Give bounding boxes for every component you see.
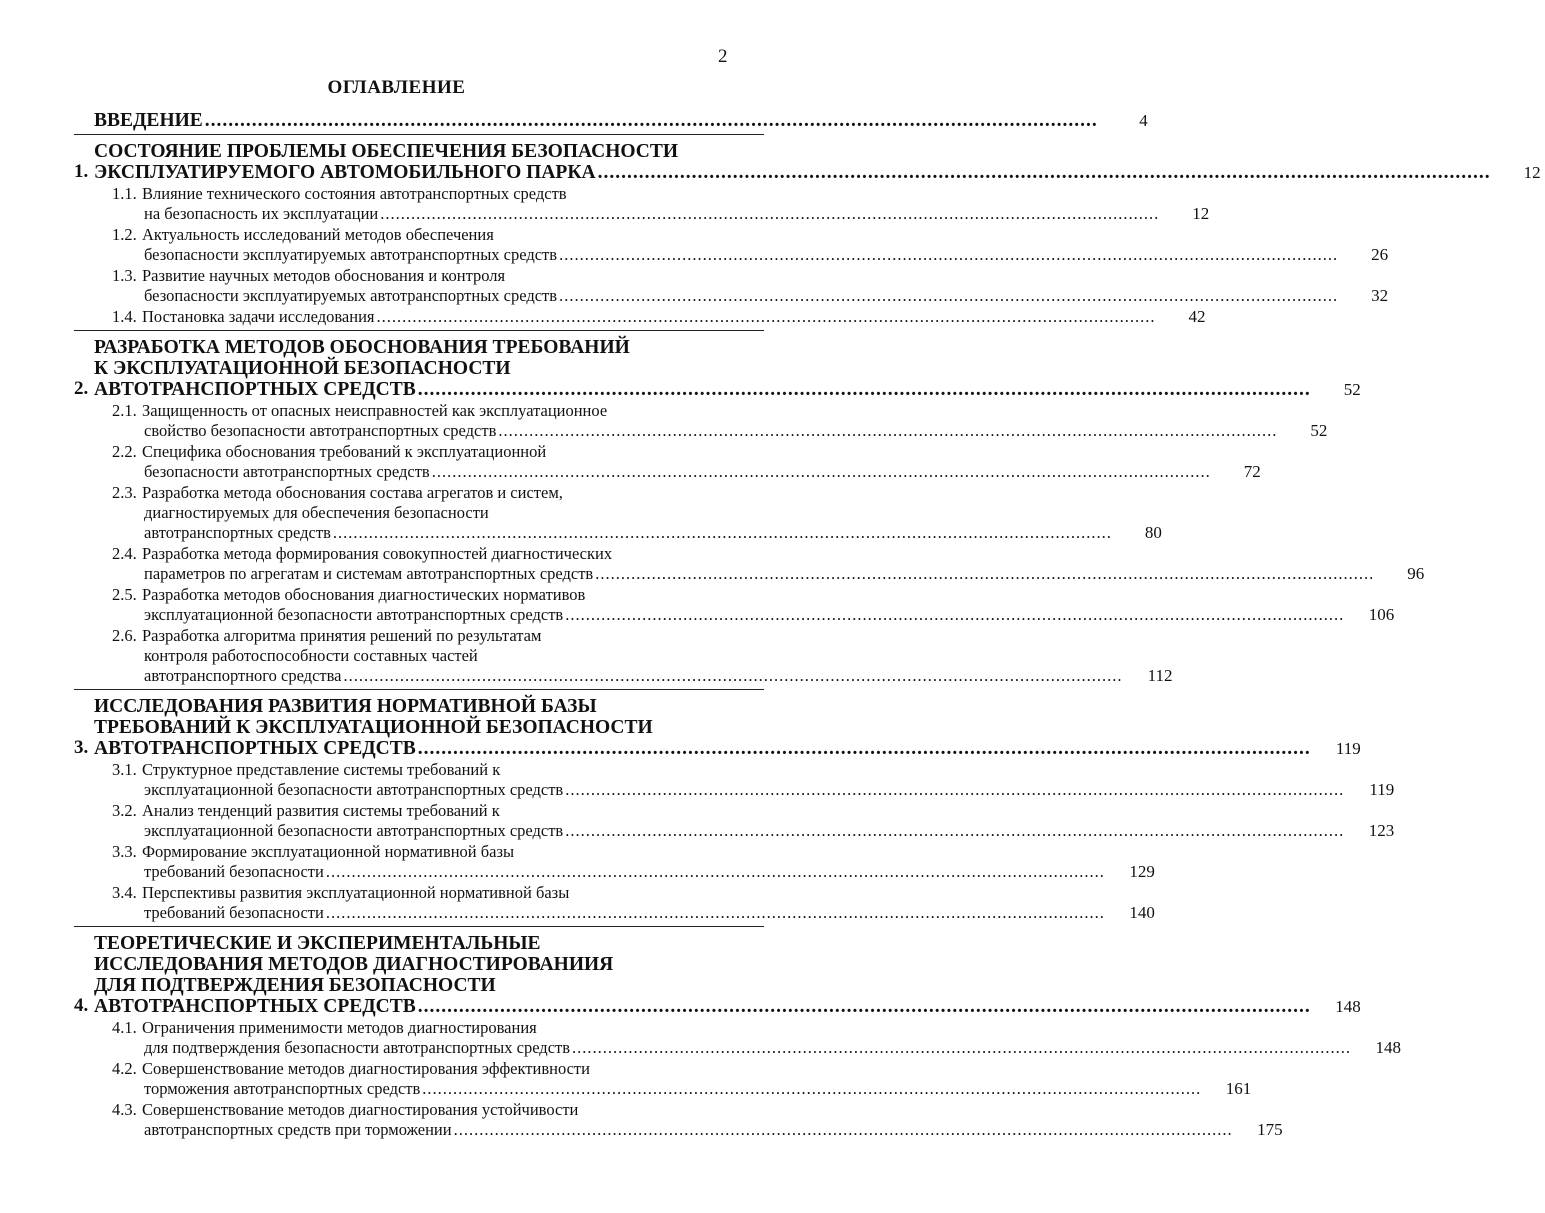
toc-chapter-title (94, 337, 1311, 400)
toc-section-title-line: 2.6.Разработка алгоритма принятия решений по результатам (112, 626, 542, 645)
toc-section-title-line: контроля работоспособности составных частей (144, 646, 478, 665)
separator-line (74, 689, 764, 690)
toc-chapter-title-line: АВТОТРАНСПОРТНЫХ СРЕДСТВ ..... (94, 996, 1311, 1017)
toc-section-page: 119 (1369, 780, 1395, 799)
toc-section-title-line: 4.2.Совершенствование методов диагностирования эффективности (112, 1059, 590, 1078)
toc-section-number: 3.1. (112, 760, 137, 779)
leader-dots (572, 1038, 1351, 1058)
toc-section[interactable] (92, 483, 1162, 543)
toc-section-title (112, 1059, 1201, 1099)
toc-section-page: 140 (1129, 903, 1155, 922)
leader-dots (326, 862, 1105, 882)
toc-section-number: 1.3. (112, 266, 137, 285)
leader-dots (565, 605, 1344, 625)
toc-section-title-line: 3.3.Формирование эксплуатационной нормативной базы (112, 842, 515, 861)
toc-section-page: 80 (1144, 523, 1162, 542)
toc-section-number: 2.2. (112, 442, 137, 461)
toc-section-title-line: эксплуатационной безопасности автотранспортных средств ..... (112, 605, 1344, 625)
leader-dots (598, 162, 1491, 183)
section-list (92, 401, 1425, 686)
toc-intro-title (94, 110, 1098, 131)
toc-section-title-line: 2.1.Защищенность от опасных неисправностей как эксплуатационное (112, 401, 608, 420)
toc-section-title (112, 401, 1277, 441)
toc-section-page: 52 (1310, 421, 1328, 440)
leader-dots (418, 738, 1311, 759)
toc-section[interactable] (92, 1018, 1402, 1058)
toc-intro[interactable] (74, 110, 1148, 131)
toc-section-title-line: 2.5.Разработка методов обоснования диагностических нормативов (112, 585, 586, 604)
section-list (92, 1018, 1402, 1140)
toc-section[interactable] (92, 184, 1210, 224)
toc-section-title (112, 842, 1105, 882)
toc-section-title-line: 1.3.Развитие научных методов обоснования и контроля (112, 266, 506, 285)
toc-section-page: 175 (1257, 1120, 1283, 1139)
toc-section-number: 4.2. (112, 1059, 137, 1078)
toc-section-title-line: 4.1.Ограничения применимости методов диагностирования (112, 1018, 537, 1037)
toc-section-title (112, 585, 1344, 625)
toc-section-title-line: требований безопасности ..... (112, 903, 1105, 923)
toc-section-number: 2.4. (112, 544, 137, 563)
toc-section-title-line: 4.3.Совершенствование методов диагностирования устойчивости (112, 1100, 579, 1119)
toc-section-page: 96 (1407, 564, 1425, 583)
toc-section-title (112, 184, 1159, 224)
toc-section-page: 42 (1188, 307, 1206, 326)
toc-section-title (112, 1018, 1351, 1058)
toc-section-title-line: 1.4.Постановка задачи исследования ..... (112, 307, 1155, 327)
toc-section-page: 72 (1243, 462, 1261, 481)
toc-section-page: 106 (1368, 605, 1395, 624)
toc-chapter-title-line: ДЛЯ ПОДТВЕРЖДЕНИЯ БЕЗОПАСНОСТИ (94, 975, 496, 996)
toc-section-title (112, 442, 1211, 482)
toc-section-title-line: торможения автотранспортных средств ..... (112, 1079, 1201, 1099)
toc-section-title-line: эксплуатационной безопасности автотранспортных средств ..... (112, 780, 1344, 800)
leader-dots (326, 903, 1105, 923)
toc-section-title-line: эксплуатационной безопасности автотранспортных средств ..... (112, 821, 1344, 841)
toc-section-page: 32 (1371, 286, 1389, 305)
toc-chapter-title-line: К ЭКСПЛУАТАЦИОННОЙ БЕЗОПАСНОСТИ (94, 358, 511, 379)
toc-chapter-title (94, 141, 1491, 183)
toc-section-number: 3.2. (112, 801, 137, 820)
toc-section-page: 26 (1371, 245, 1389, 264)
toc-section[interactable] (92, 842, 1155, 882)
leader-dots (595, 564, 1374, 584)
leader-dots (498, 421, 1277, 441)
toc-section-title-line: автотранспортных средств ..... (112, 523, 1112, 543)
toc-section-number: 2.5. (112, 585, 137, 604)
leader-dots (559, 286, 1338, 306)
toc-section-title-line: безопасности эксплуатируемых автотранспортных средств ..... (112, 286, 1338, 306)
toc-section[interactable] (92, 883, 1155, 923)
section-list (92, 184, 1389, 327)
toc-chapter-page: 148 (1335, 997, 1361, 1016)
toc-section-title-line: 2.4.Разработка метода формирования совокупностей диагностических (112, 544, 613, 563)
toc-section-title (112, 266, 1338, 306)
toc-section[interactable] (92, 626, 1173, 686)
toc-section-page: 123 (1368, 821, 1395, 840)
toc-chapter-title-line: АВТОТРАНСПОРТНЫХ СРЕДСТВ ..... (94, 738, 1311, 759)
toc-section-title-line: параметров по агрегатам и системам автотранспортных средств ..... (112, 564, 1374, 584)
toc-section-page: 148 (1375, 1038, 1402, 1057)
toc-section[interactable] (92, 401, 1328, 441)
separator-line (74, 330, 764, 331)
toc-section-number: 4.1. (112, 1018, 137, 1037)
toc-section-title-line: 3.1.Структурное представление системы требований к (112, 760, 501, 779)
toc-section-number: 3.4. (112, 883, 137, 902)
toc-chapter-title (94, 933, 1311, 1017)
leader-dots (559, 245, 1338, 265)
toc-section[interactable] (92, 544, 1425, 584)
page-title: ОГЛАВЛЕНИЕ (327, 77, 466, 98)
section-list (92, 760, 1395, 923)
toc-chapter-title-line: ИССЛЕДОВАНИЯ МЕТОДОВ ДИАГНОСТИРОВАНИИЯ (94, 954, 614, 975)
toc-section-title-line: требований безопасности ..... (112, 862, 1105, 882)
toc-section[interactable] (92, 760, 1395, 800)
toc-section-title-line: 2.2.Специфика обоснования требований к эксплуатационной (112, 442, 547, 461)
toc-section[interactable] (92, 1100, 1283, 1140)
toc-section-page: 161 (1225, 1079, 1252, 1098)
toc-chapter[interactable] (74, 933, 1361, 1017)
toc-chapter[interactable] (74, 141, 1541, 183)
leader-dots (418, 996, 1311, 1017)
toc-section-number: 1.1. (112, 184, 137, 203)
toc-section-title-line: 3.4.Перспективы развития эксплуатационной нормативной базы (112, 883, 570, 902)
toc-chapter-number: 2. (74, 378, 89, 399)
toc-chapter-page: 119 (1335, 739, 1361, 758)
toc-section-title-line: безопасности автотранспортных средств ..... (112, 462, 1211, 482)
leader-dots (565, 821, 1344, 841)
toc-section-number: 1.2. (112, 225, 137, 244)
toc-section-title-line: для подтверждения безопасности автотранспортных средств ..... (112, 1038, 1351, 1058)
toc-chapter-page: 12 (1523, 163, 1541, 182)
leader-dots (454, 1120, 1233, 1140)
leader-dots (422, 1079, 1201, 1099)
toc-section-title (112, 883, 1105, 923)
leader-dots (333, 523, 1112, 543)
toc-chapter-title-line: ТЕОРЕТИЧЕСКИЕ И ЭКСПЕРИМЕНТАЛЬНЫЕ (94, 933, 541, 954)
toc-section[interactable] (92, 1059, 1252, 1099)
toc-chapter-number: 1. (74, 161, 89, 182)
toc-section-title-line: диагностируемых для обеспечения безопасности (144, 503, 489, 522)
toc-section-title (112, 307, 1155, 327)
leader-dots (565, 780, 1344, 800)
table-of-contents (74, 104, 1541, 1140)
toc-section-title-line: автотранспортного средства ..... (112, 666, 1123, 686)
toc-section-title-line: 1.2.Актуальность исследований методов обеспечения (112, 225, 494, 244)
toc-section-title (112, 483, 1112, 543)
toc-section-page: 112 (1147, 666, 1173, 685)
toc-section-number: 3.3. (112, 842, 137, 861)
separator-line (74, 134, 764, 135)
separator-line (74, 926, 764, 927)
toc-section-title-line: 2.3.Разработка метода обоснования состава агрегатов и систем, (112, 483, 563, 502)
toc-chapter[interactable] (74, 337, 1361, 400)
toc-chapter-title (94, 696, 1311, 759)
leader-dots (344, 666, 1123, 686)
toc-section-title (112, 626, 1123, 686)
toc-section-number: 2.1. (112, 401, 137, 420)
toc-section-title (112, 225, 1338, 265)
toc-chapter-title-line: ИССЛЕДОВАНИЯ РАЗВИТИЯ НОРМАТИВНОЙ БАЗЫ (94, 696, 597, 717)
toc-chapter-title-line: ТРЕБОВАНИЙ К ЭКСПЛУАТАЦИОННОЙ БЕЗОПАСНОСТИ (94, 717, 653, 738)
leader-dots (432, 462, 1211, 482)
toc-section[interactable] (92, 801, 1395, 841)
leader-dots (376, 307, 1155, 327)
toc-chapter-title-line: ЭКСПЛУАТИРУЕМОГО АВТОМОБИЛЬНОГО ПАРКА ..... (94, 162, 1491, 183)
page-number: 2 (718, 46, 728, 67)
toc-section-title-line: свойство безопасности автотранспортных средств ..... (112, 421, 1277, 441)
toc-section-title-line: 1.1.Влияние технического состояния автотранспортных средств (112, 184, 567, 203)
toc-section[interactable] (92, 442, 1261, 482)
toc-chapter[interactable] (74, 696, 1361, 759)
toc-chapter-number: 4. (74, 995, 89, 1016)
toc-section-page: 129 (1129, 862, 1155, 881)
toc-section[interactable] (92, 585, 1395, 625)
toc-chapter-title-line: АВТОТРАНСПОРТНЫХ СРЕДСТВ ..... (94, 379, 1311, 400)
toc-section-page: 12 (1192, 204, 1210, 223)
toc-section-number: 4.3. (112, 1100, 137, 1119)
toc-section-title (112, 801, 1344, 841)
toc-intro-page: 4 (1139, 111, 1148, 130)
toc-section[interactable] (92, 307, 1206, 327)
toc-chapter-number: 3. (74, 737, 89, 758)
toc-section-title (112, 1100, 1233, 1140)
toc-chapter-page: 52 (1343, 380, 1361, 399)
toc-section-title-line: безопасности эксплуатируемых автотранспортных средств ..... (112, 245, 1338, 265)
toc-section-title-line: автотранспортных средств при торможении ..... (112, 1120, 1233, 1140)
toc-section-title-line: на безопасность их эксплуатации ..... (112, 204, 1159, 224)
toc-section[interactable] (92, 225, 1389, 265)
toc-section[interactable] (92, 266, 1389, 306)
leader-dots (380, 204, 1159, 224)
toc-intro-title-line: ВВЕДЕНИЕ ..... (94, 110, 1098, 131)
toc-section-number: 2.6. (112, 626, 137, 645)
toc-section-title (112, 544, 1374, 584)
toc-section-title-line: 3.2.Анализ тенденций развития системы требований к (112, 801, 500, 820)
leader-dots (205, 110, 1098, 131)
toc-section-number: 2.3. (112, 483, 137, 502)
toc-chapter-title-line: СОСТОЯНИЕ ПРОБЛЕМЫ ОБЕСПЕЧЕНИЯ БЕЗОПАСНОСТИ (94, 141, 679, 162)
leader-dots (418, 379, 1311, 400)
toc-section-title (112, 760, 1344, 800)
toc-chapter-title-line: РАЗРАБОТКА МЕТОДОВ ОБОСНОВАНИЯ ТРЕБОВАНИЙ (94, 337, 630, 358)
toc-section-number: 1.4. (112, 307, 137, 326)
